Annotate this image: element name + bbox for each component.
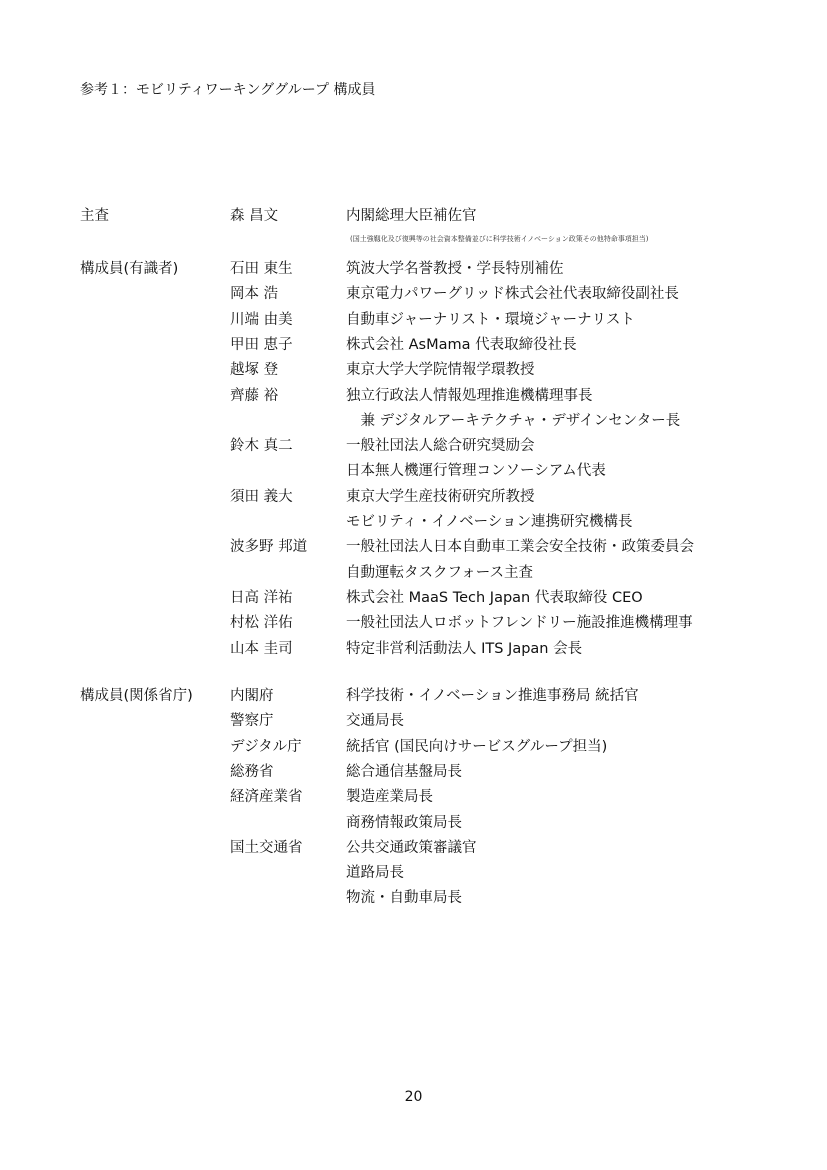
member-name: 波多野 邦道: [230, 539, 308, 556]
member-title: 科学技術・イノベーション推進事務局 統括官: [346, 688, 639, 704]
member-title: 株式会社 MaaS Tech Japan 代表取締役 CEO: [346, 589, 643, 606]
member-title: 内閣総理大臣補佐官: [346, 208, 477, 224]
member-title: 総合通信基盤局長: [346, 763, 462, 780]
member-title: 株式会社 AsMama 代表取締役社長: [346, 336, 577, 353]
member-name: 村松 洋佑: [230, 615, 293, 632]
member-title: 統括官 (国民向けサービスグループ担当): [346, 738, 608, 755]
member-title: 日本無人機運行管理コンソーシアム代表: [346, 463, 606, 480]
member-title-note: (国土強靱化及び復興等の社会資本整備並びに科学技術イノベーション政策その他特命事項担当): [350, 235, 649, 243]
member-title: 東京電力パワーグリッド株式会社代表取締役副社長: [346, 286, 679, 303]
member-title: 製造産業局長: [346, 789, 433, 806]
member-name: 須田 義大: [230, 488, 293, 505]
member-name: 森 昌文: [230, 208, 279, 224]
member-title: 兼 デジタルアーキテクチャ・デザインセンター長: [346, 412, 681, 429]
member-title: 物流・自動車局長: [346, 890, 462, 907]
member-title: 商務情報政策局長: [346, 814, 462, 831]
member-title: 交通局長: [346, 713, 404, 730]
member-name: 国土交通省: [230, 839, 303, 856]
page-title: 参考１：モビリティワーキンググループ 構成員: [80, 82, 376, 98]
member-name: 山本 圭司: [230, 640, 293, 657]
member-title: 自動運転タスクフォース主査: [346, 564, 534, 581]
member-title: 公共交通政策審議官: [346, 839, 477, 856]
member-title: 一般社団法人日本自動車工業会安全技術・政策委員会: [346, 539, 694, 556]
member-title: 独立行政法人情報処理推進機構理事長: [346, 387, 593, 404]
member-title: 道路局長: [346, 865, 404, 882]
member-name: 越塚 登: [230, 362, 279, 379]
member-name: 経済産業省: [230, 789, 303, 806]
member-title: 東京大学大学院情報学環教授: [346, 362, 535, 379]
member-title: 一般社団法人ロボットフレンドリー施設推進機構理事: [346, 615, 693, 632]
member-name: 甲田 恵子: [230, 336, 293, 353]
member-title: 一般社団法人総合研究奨励会: [346, 438, 535, 455]
category-label: 構成員(有識者): [80, 261, 179, 277]
member-name: 川端 由美: [230, 311, 293, 328]
member-name: 石田 東生: [230, 261, 293, 277]
member-title: 筑波大学名誉教授・学長特別補佐: [346, 261, 564, 277]
member-name: 総務省: [230, 763, 274, 780]
category-label: 主査: [80, 208, 109, 224]
member-name: 岡本 浩: [230, 286, 279, 303]
member-name: デジタル庁: [230, 738, 302, 755]
member-name: 日高 洋祐: [230, 589, 293, 606]
member-title: 東京大学生産技術研究所教授: [346, 488, 535, 505]
member-name: 内閣府: [230, 688, 274, 704]
category-label: 構成員(関係省庁): [80, 688, 193, 704]
member-name: 齊藤 裕: [230, 387, 279, 404]
page-number: 20: [404, 1089, 423, 1105]
member-title: モビリティ・イノベーション連携研究機構長: [346, 514, 633, 530]
member-name: 鈴木 真二: [230, 438, 293, 455]
member-title: 自動車ジャーナリスト・環境ジャーナリスト: [346, 311, 635, 328]
member-title: 特定非営利活動法人 ITS Japan 会長: [346, 640, 583, 657]
member-name: 警察庁: [230, 713, 274, 730]
